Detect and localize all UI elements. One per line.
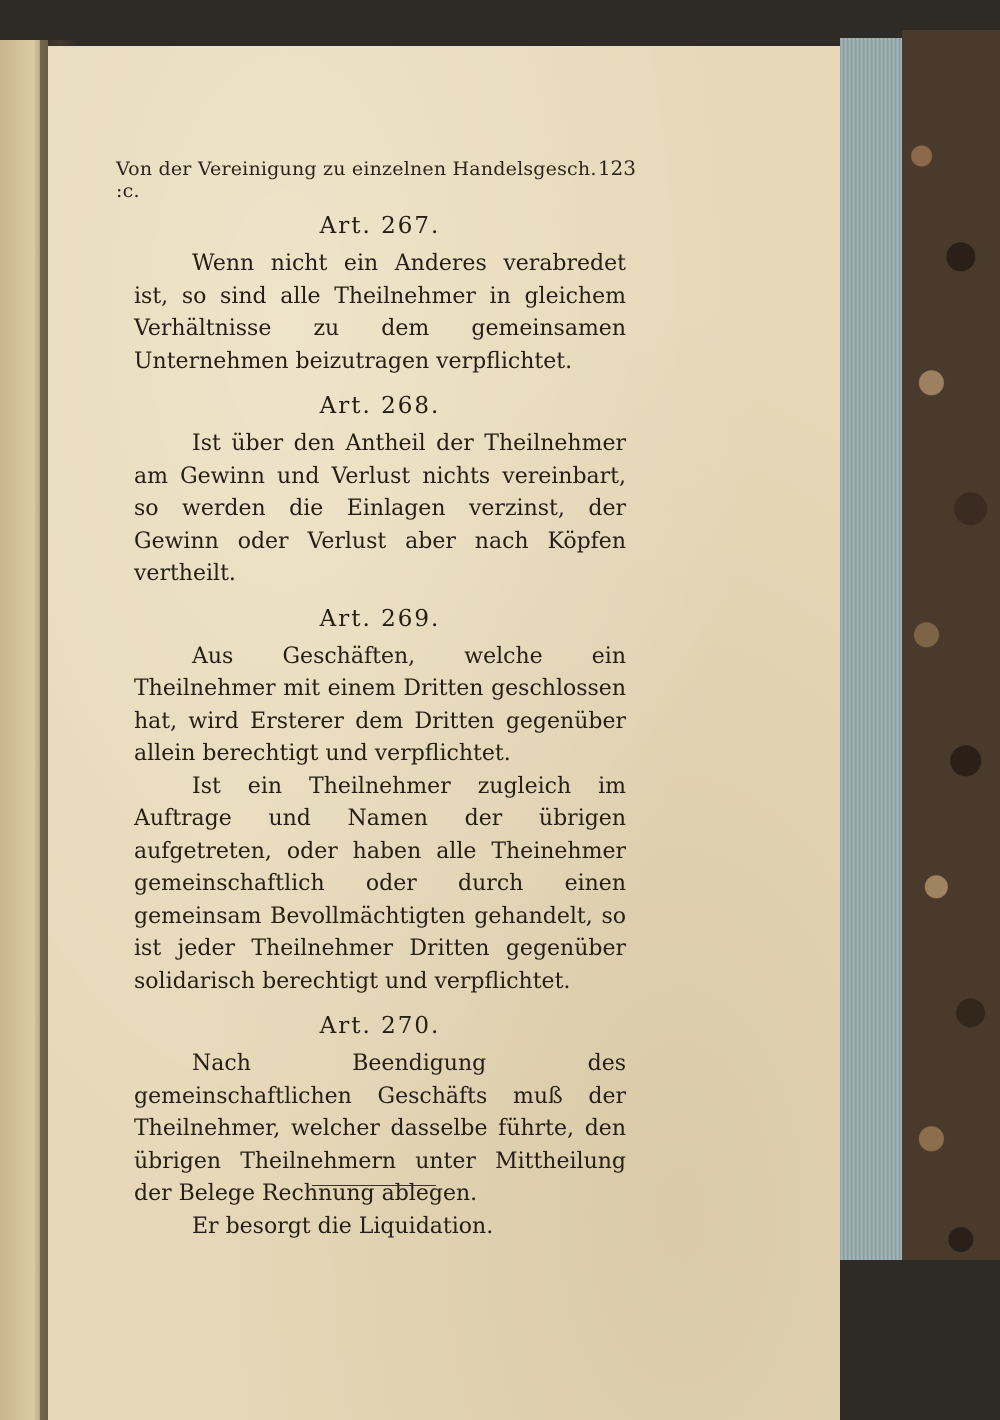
article-heading: Art. 267. <box>319 213 441 239</box>
page-number: 123 <box>597 156 636 180</box>
running-head <box>116 156 636 202</box>
paragraph: Ist über den Antheil der Theilnehmer am Gewinn und Verlust nichts vereinbart, so werden die Einlagen verzinst, der Gewinn oder Verlust aber nach Köpfen vertheilt. <box>134 431 626 586</box>
paragraph: Aus Geschäften, welche ein Theilnehmer mit einem Dritten geschlossen hat, wird Ersterer dem Dritten gegenüber allein berechtigt und verpflichtet. <box>134 643 626 766</box>
article-heading: Art. 268. <box>319 393 441 419</box>
paragraph: Ist ein Theilnehmer zugleich im Auftrage und Namen der übrigen aufgetreten, oder haben alle Theinehmer gemeinschaftlich oder durch einen gemeinsam Bevollmächtigten gehandelt, so ist jeder Theilnehmer Dritten gegenüber solidarisch berechtigt und verpflichtet. <box>134 773 626 994</box>
background-corner <box>840 1260 1000 1420</box>
closing-rule <box>312 1185 436 1186</box>
paragraph: Wenn nicht ein Anderes verabredet ist, so sind alle Theilnehmer in gleichem Verhältnisse zu dem gemeinsamen Unternehmen beizutragen verpflichtet. <box>134 251 626 374</box>
page-body <box>134 204 626 1243</box>
article-heading: Art. 269. <box>319 605 441 632</box>
paragraph: Er besorgt die Liquidation. <box>192 1213 494 1239</box>
article-heading: Art. 270. <box>319 1013 441 1039</box>
marbled-cover <box>902 30 1000 1290</box>
page-fore-edge <box>840 38 904 1260</box>
paragraph: Nach Beendigung des gemeinschaftlichen Geschäfts muß der Theilnehmer, welcher dasselbe führte, den übrigen Theilnehmern unter Mittheilung der Belege Rechnung ablegen. <box>134 1051 626 1206</box>
running-head-title: Von der Vereinigung zu einzelnen Handelsgesch. :c. <box>116 158 597 202</box>
